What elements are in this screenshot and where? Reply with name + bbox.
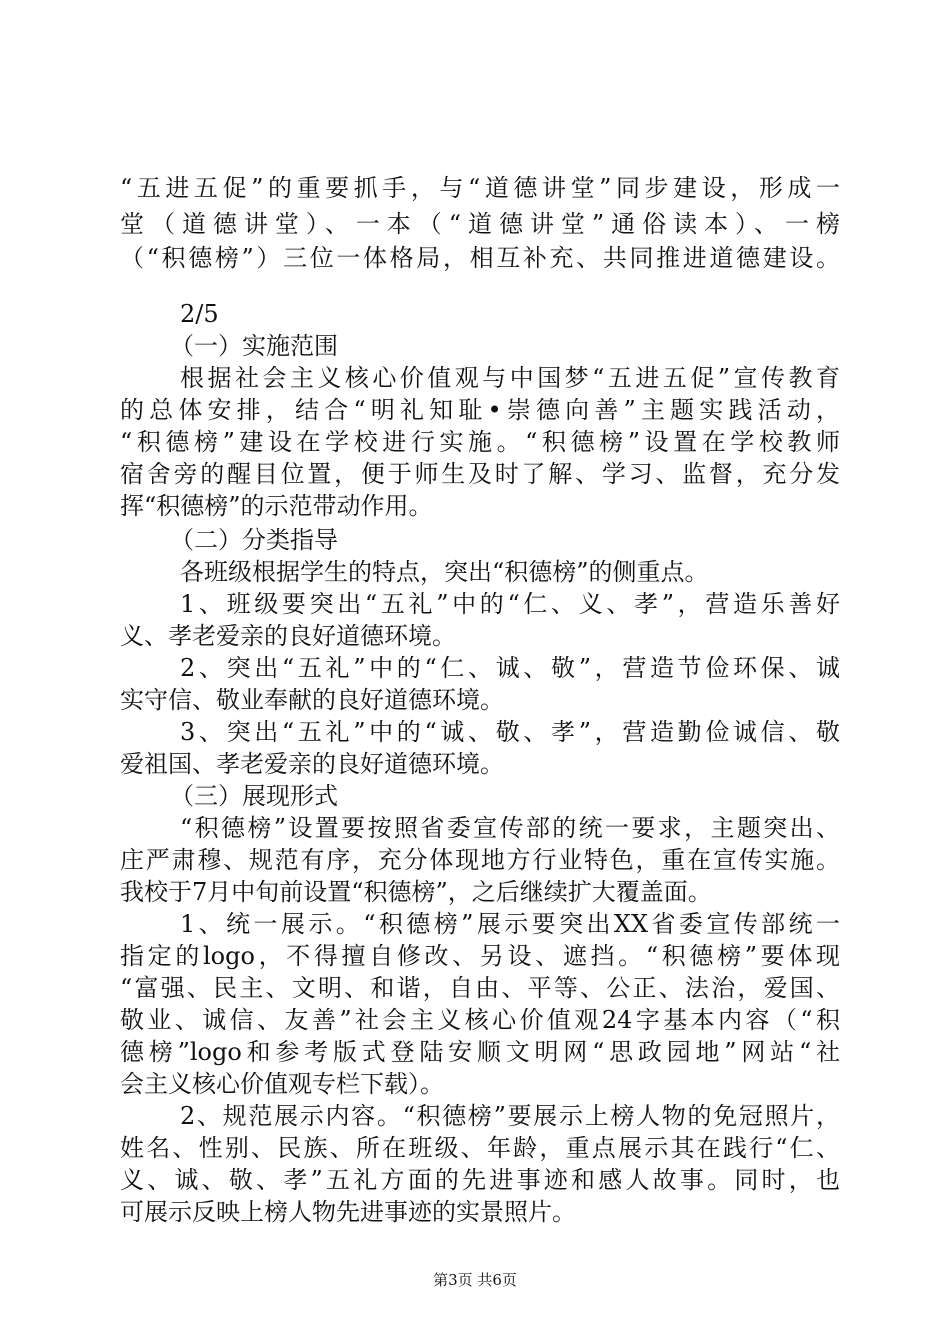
body-line: 挥“积德榜”的示范带动作用。 bbox=[120, 492, 433, 520]
section-heading: （二）分类指导 bbox=[170, 526, 338, 554]
section-heading: （一）实施范围 bbox=[170, 332, 338, 360]
body-line: （“积德榜”）三位一体格局，相互补充、共同推进道德建设。 bbox=[120, 244, 840, 272]
body-line: 指定的logo，不得擅自修改、另设、遮挡。“积德榜”要体现 bbox=[120, 942, 840, 970]
body-line: 义、诚、敬、孝”五礼方面的先进事迹和感人故事。同时，也 bbox=[120, 1166, 840, 1194]
body-line: 2、突出“五礼”中的“仁、诚、敬”，营造节俭环保、诚 bbox=[180, 654, 840, 682]
body-line: 会主义核心价值观专栏下载）。 bbox=[120, 1070, 444, 1098]
body-line: 我校于7月中旬前设置“积德榜”，之后继续扩大覆盖面。 bbox=[120, 878, 712, 906]
body-line: 堂（道德讲堂）、一本（“道德讲堂”通俗读本）、一榜 bbox=[120, 210, 840, 238]
body-line: 德榜”logo和参考版式登陆安顺文明网“思政园地”网站“社 bbox=[120, 1038, 840, 1066]
body-line: 姓名、性别、民族、所在班级、年龄，重点展示其在践行“仁、 bbox=[120, 1134, 840, 1162]
body-line: 实守信、敬业奉献的良好道德环境。 bbox=[120, 686, 504, 714]
body-line: 各班级根据学生的特点，突出“积德榜”的侧重点。 bbox=[180, 558, 709, 586]
body-line: “积德榜”建设在学校进行实施。“积德榜”设置在学校教师 bbox=[120, 428, 840, 456]
body-line: 义、孝老爱亲的良好道德环境。 bbox=[120, 622, 456, 650]
body-line: 1、班级要突出“五礼”中的“仁、义、孝”，营造乐善好 bbox=[180, 590, 840, 618]
body-line: “富强、民主、文明、和谐，自由、平等、公正、法治，爱国、 bbox=[120, 974, 840, 1002]
body-line: 根据社会主义核心价值观与中国梦“五进五促”宣传教育 bbox=[180, 364, 840, 392]
body-line: 的总体安排，结合“明礼知耻•崇德向善”主题实践活动， bbox=[120, 396, 840, 424]
body-line: 可展示反映上榜人物先进事迹的实景照片。 bbox=[120, 1198, 576, 1226]
body-line: 敬业、诚信、友善”社会主义核心价值观24字基本内容（“积 bbox=[120, 1006, 840, 1034]
body-line: 2、规范展示内容。“积德榜”要展示上榜人物的免冠照片， bbox=[180, 1102, 840, 1130]
body-line: 1、统一展示。“积德榜”展示要突出XX省委宣传部统一 bbox=[180, 910, 840, 938]
page-footer: 第3页 共6页 bbox=[433, 1271, 517, 1289]
body-line: 宿舍旁的醒目位置，便于师生及时了解、学习、监督，充分发 bbox=[120, 460, 840, 488]
body-line: 庄严肃穆、规范有序，充分体现地方行业特色，重在宣传实施。 bbox=[120, 846, 840, 874]
body-line: 爱祖国、孝老爱亲的良好道德环境。 bbox=[120, 750, 504, 778]
body-line: “五进五促”的重要抓手，与“道德讲堂”同步建设，形成一 bbox=[120, 174, 840, 202]
page-marker: 2/5 bbox=[180, 300, 219, 328]
section-heading: （三）展现形式 bbox=[170, 782, 338, 810]
body-line: 3、突出“五礼”中的“诚、敬、孝”，营造勤俭诚信、敬 bbox=[180, 718, 840, 746]
body-line: “积德榜”设置要按照省委宣传部的统一要求，主题突出、 bbox=[180, 814, 840, 842]
